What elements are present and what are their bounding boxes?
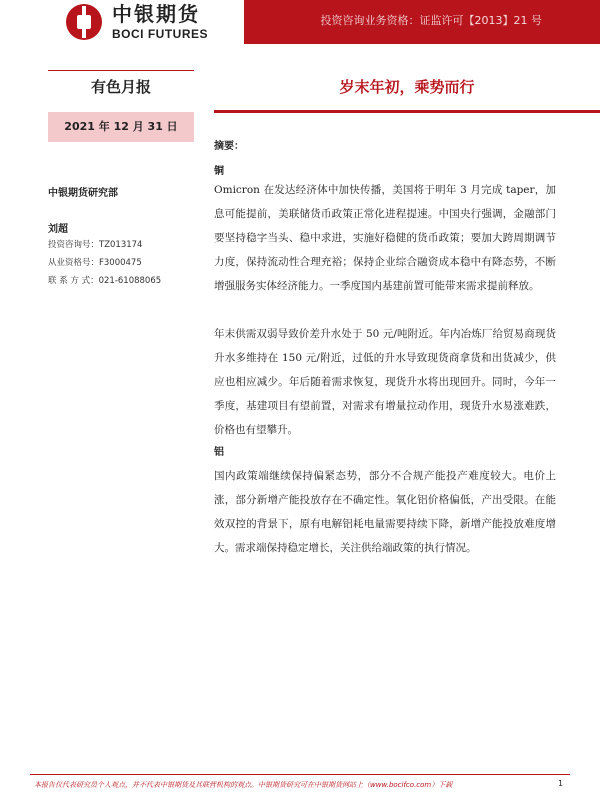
section-heading-copper: 铜 <box>214 166 224 177</box>
company-logo <box>66 0 246 44</box>
report-date-box <box>48 112 194 142</box>
report-title: 岁末年初，乘势而行 <box>339 78 475 96</box>
consult-number: 投资咨询号：TZ013174 <box>48 240 143 250</box>
license-text: 投资咨询业务资格：证监许可【2013】21 号 <box>320 14 542 27</box>
report-type: 有色月报 <box>90 78 151 96</box>
copper-paragraph-2: 年末供需双弱导致价差升水处于 50 元/吨附近。年内冶炼厂给贸易商现货升水多维持在 150 元/附近，过低的升水导致现货商拿货和出货减少，供应也相应减少。年后随着需求恢复，现货升水将出现回升。同时，今年一季度，基建项目有望前置，对需求有增量拉动作用，现货升水易涨难跌，价格也有望攀升。 <box>214 328 556 436</box>
page-header <box>0 0 600 44</box>
footer-disclaimer: 本报告仅代表研究员个人观点，并不代表中银期货及其联营机构的观点。中银期货研究可在中银期货网站上（www.bocifco.com）下载 <box>34 781 453 789</box>
header-banner <box>244 0 600 44</box>
department-name: 中银期货研究部 <box>48 188 118 199</box>
copper-paragraph-1: Omicron 在发达经济体中加快传播，美国将于明年 3 月完成 taper，加息可能提前，美联储货币政策正常化进程提速。中国央行强调，金融部门要坚持稳字当头、稳中求进，实施好稳健的货币政策；要加大跨周期调节力度，保持流动性合理充裕；保持企业综合融资成本稳中有降态势，不断增强服务实体经济能力。一季度国内基建前置可能带来需求提前释放。 <box>214 184 556 292</box>
sidebar-divider <box>48 70 194 71</box>
aluminum-paragraph-1: 国内政策端继续保持偏紧态势，部分不合规产能投产难度较大。电价上涨，部分新增产能投放存在不确定性。氧化铝价格偏低，产出受限。在能效双控的背景下，原有电解铝耗电量需要持续下降，新增产能投放难度增大。需求端保持稳定增长，关注供给端政策的执行情况。 <box>214 470 556 554</box>
logo-chinese-name: 中银期货 <box>112 2 200 26</box>
title-divider <box>214 110 600 113</box>
footer-divider <box>30 774 570 775</box>
author-name: 刘超 <box>48 224 68 235</box>
page-number: 1 <box>558 779 564 788</box>
boc-logo-icon <box>66 4 102 40</box>
section-heading-aluminum: 铝 <box>214 447 224 458</box>
qualification-number: 从业资格号：F3000475 <box>48 258 142 268</box>
contact-phone: 联 系 方 式：021-61088065 <box>48 276 162 286</box>
logo-english-name: BOCI FUTURES <box>112 27 208 41</box>
summary-label: 摘要： <box>214 141 244 152</box>
report-date: 2021 年 12 月 31 日 <box>64 120 178 133</box>
